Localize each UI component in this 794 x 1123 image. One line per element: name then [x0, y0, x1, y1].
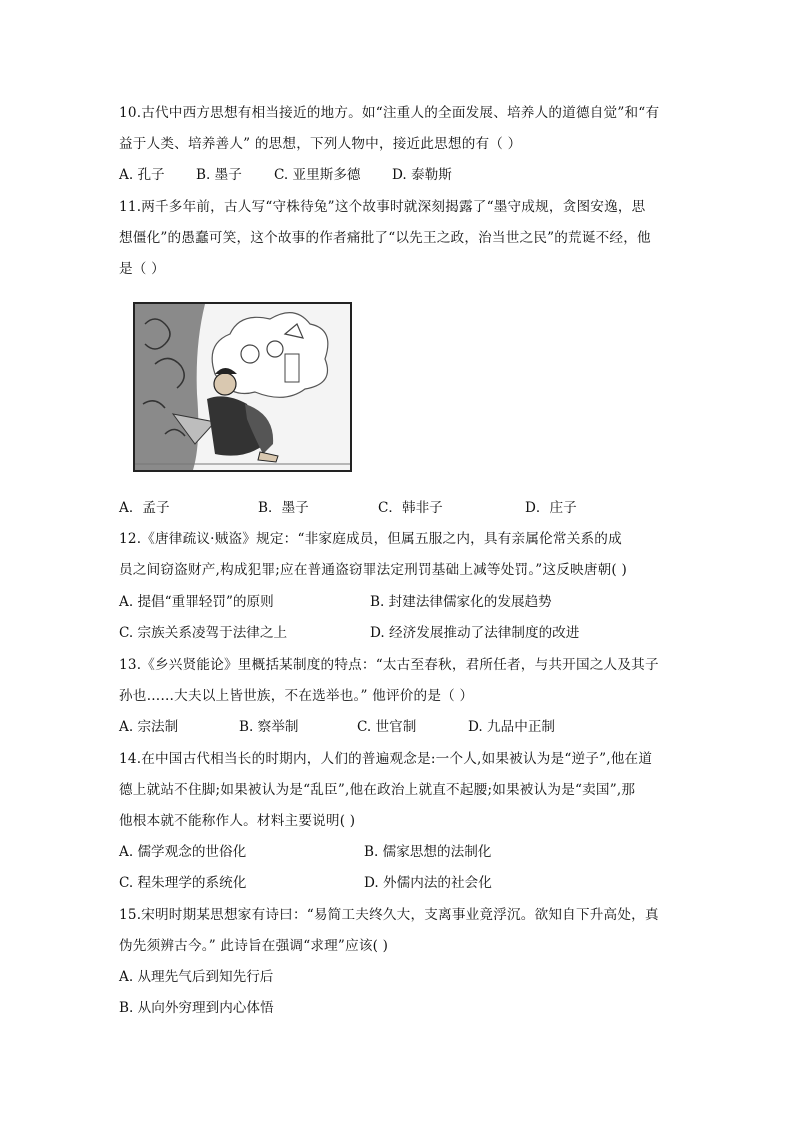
q12-stem-line1: 12.《唐律疏议·贼盗》规定：“非家庭成员，但属五服之内，具有亲属伦常关系的成 [119, 531, 622, 547]
q14-option-b: B. 儒家思想的法制化 [364, 844, 492, 860]
q14-option-d: D. 外儒内法的社会化 [364, 875, 492, 891]
q11-option-a: A．孟子 [119, 500, 170, 516]
q11-option-b: B．墨子 [258, 500, 309, 516]
illustration-drawing [135, 304, 350, 470]
q10-option-d: D. 泰勒斯 [392, 167, 452, 183]
q12-option-d: D. 经济发展推动了法律制度的改进 [370, 625, 580, 641]
q10-stem-line1: 10.古代中西方思想有相当接近的地方。如“注重人的全面发展、培养人的道德自觉”和“有 [119, 105, 660, 121]
q13-stem-line1: 13.《乡兴贤能论》里概括某制度的特点：“太古至春秋，君所任者，与共开国之人及其子 [119, 657, 659, 673]
q11-option-c: C．韩非子 [378, 500, 443, 516]
q11-stem-line2: 想僵化”的愚蠢可笑，这个故事的作者痛批了“以先王之政，治当世之民”的荒诞不经，他 [119, 230, 651, 246]
q10-option-c: C. 亚里斯多德 [274, 167, 361, 183]
q12-option-a: A. 提倡“重罪轻罚”的原则 [119, 594, 274, 610]
q14-stem-line3: 他根本就不能称作人。材料主要说明( ) [119, 813, 356, 829]
q15-option-b: B. 从向外穷理到内心体悟 [119, 1000, 274, 1016]
q15-stem-line1: 15.宋明时期某思想家有诗曰：“易简工夫终久大，支离事业竟浮沉。欲知自下升高处，真 [119, 907, 659, 923]
q14-option-c: C. 程朱理学的系统化 [119, 875, 247, 891]
q10-stem-line2: 益于人类、培养善人” 的思想，下列人物中，接近此思想的有（ ） [119, 136, 522, 152]
q13-option-a: A. 宗法制 [119, 719, 179, 735]
q13-option-c: C. 世官制 [357, 719, 417, 735]
q13-stem-line2: 孙也……大夫以上皆世族，不在选举也。” 他评价的是（ ） [119, 688, 474, 704]
q14-stem-line2: 德上就站不住脚;如果被认为是“乱臣”,他在政治上就直不起腰;如果被认为是“卖国”,那 [119, 782, 636, 798]
q12-stem-line2: 员之间窃盗财产,构成犯罪;应在普通盗窃罪法定刑罚基础上减等处罚。”这反映唐朝( ) [119, 562, 627, 578]
q11-option-d: D．庄子 [525, 500, 577, 516]
q14-option-a: A. 儒学观念的世俗化 [119, 844, 247, 860]
q14-stem-line1: 14.在中国古代相当长的时期内，人们的普遍观念是:一个人,如果被认为是“逆子”,他在道 [119, 751, 653, 767]
q11-stem-line3: 是（ ） [119, 261, 165, 277]
q13-option-b: B. 察举制 [239, 719, 299, 735]
illustration-waiting-for-rabbit [133, 302, 352, 472]
q11-stem-line1: 11.两千多年前，古人写“守株待兔”这个故事时就深刻揭露了“墨守成规，贪图安逸，思 [119, 199, 646, 215]
q12-option-b: B. 封建法律儒家化的发展趋势 [370, 594, 552, 610]
q15-option-a: A. 从理先气后到知先行后 [119, 969, 274, 985]
q10-option-b: B. 墨子 [196, 167, 242, 183]
q12-option-c: C. 宗族关系凌驾于法律之上 [119, 625, 288, 641]
q13-option-d: D. 九品中正制 [468, 719, 556, 735]
q10-option-a: A. 孔子 [119, 167, 165, 183]
q15-stem-line2: 伪先须辨古今。” 此诗旨在强调“求理”应该( ) [119, 938, 389, 954]
